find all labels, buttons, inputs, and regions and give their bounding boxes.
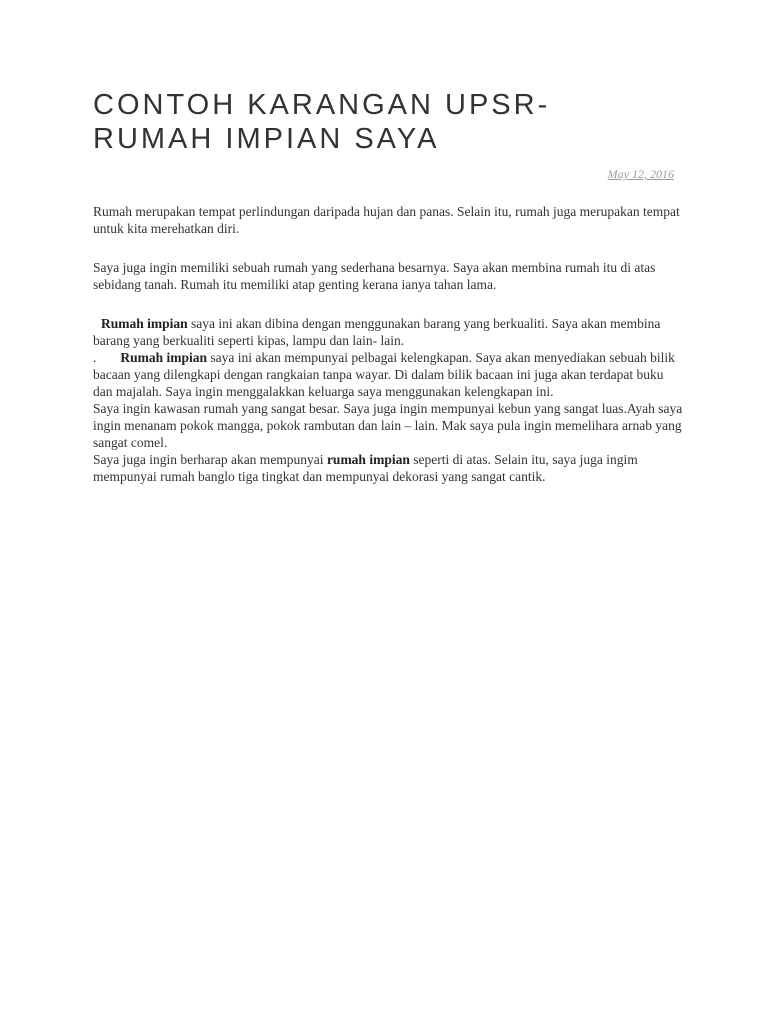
paragraph-6-bold: rumah impian <box>326 452 410 467</box>
paragraph-3-bold: Rumah impian <box>101 316 188 331</box>
post-date-link[interactable]: May 12, 2016 <box>607 167 674 181</box>
paragraph-4 <box>93 349 683 400</box>
paragraph-3 <box>93 315 683 349</box>
title-line-1: CONTOH KARANGAN UPSR- <box>93 89 551 121</box>
title-line-2: RUMAH IMPIAN SAYA <box>93 123 440 155</box>
paragraph-6-start: Saya juga ingin berharap akan mempunyai <box>93 452 327 467</box>
paragraph-4-bold: Rumah impian <box>120 350 208 365</box>
paragraph-2: Saya juga ingin memiliki sebuah rumah yang sederhana besarnya. Saya akan membina rumah itu di atas sebidang tanah. Rumah itu memiliki atap genting kerana ianya tahan lama. <box>93 260 656 292</box>
page-title <box>93 88 653 156</box>
paragraph-4-prefix: . <box>93 350 97 365</box>
paragraph-3-text: saya ini akan dibina dengan menggunakan barang yang berkualiti. Saya akan membina barang yang berkualiti seperti kipas, lampu dan lain- lain. <box>93 316 661 348</box>
paragraph-1: Rumah merupakan tempat perlindungan daripada hujan dan panas. Selain itu, rumah juga merupakan tempat untuk kita merehatkan diri. <box>93 204 680 236</box>
paragraph-6 <box>93 451 683 485</box>
paragraph-5: Saya ingin kawasan rumah yang sangat besar. Saya juga ingin mempunyai kebun yang sangat luas.Ayah saya ingin menanam pokok mangga, pokok rambutan dan lain – lain. Mak saya pula ingin memelihara arnab yang sangat comel. <box>93 401 683 450</box>
paragraph-6-text: seperti di atas. Selain itu, saya juga ingim mempunyai rumah banglo tiga tingkat dan mempunyai dekorasi yang sangat cantik. <box>93 452 638 484</box>
article-body <box>93 203 683 485</box>
paragraph-4-text: saya ini akan mempunyai pelbagai kelengkapan. Saya akan menyediakan sebuah bilik bacaan yang dilengkapi dengan rangkaian tanpa wayar. Di dalam bilik bacaan ini juga akan terdapat buku dan majalah. Saya ingin menggalakkan keluarga saya menggunakan kelengkapan ini. <box>93 350 675 399</box>
